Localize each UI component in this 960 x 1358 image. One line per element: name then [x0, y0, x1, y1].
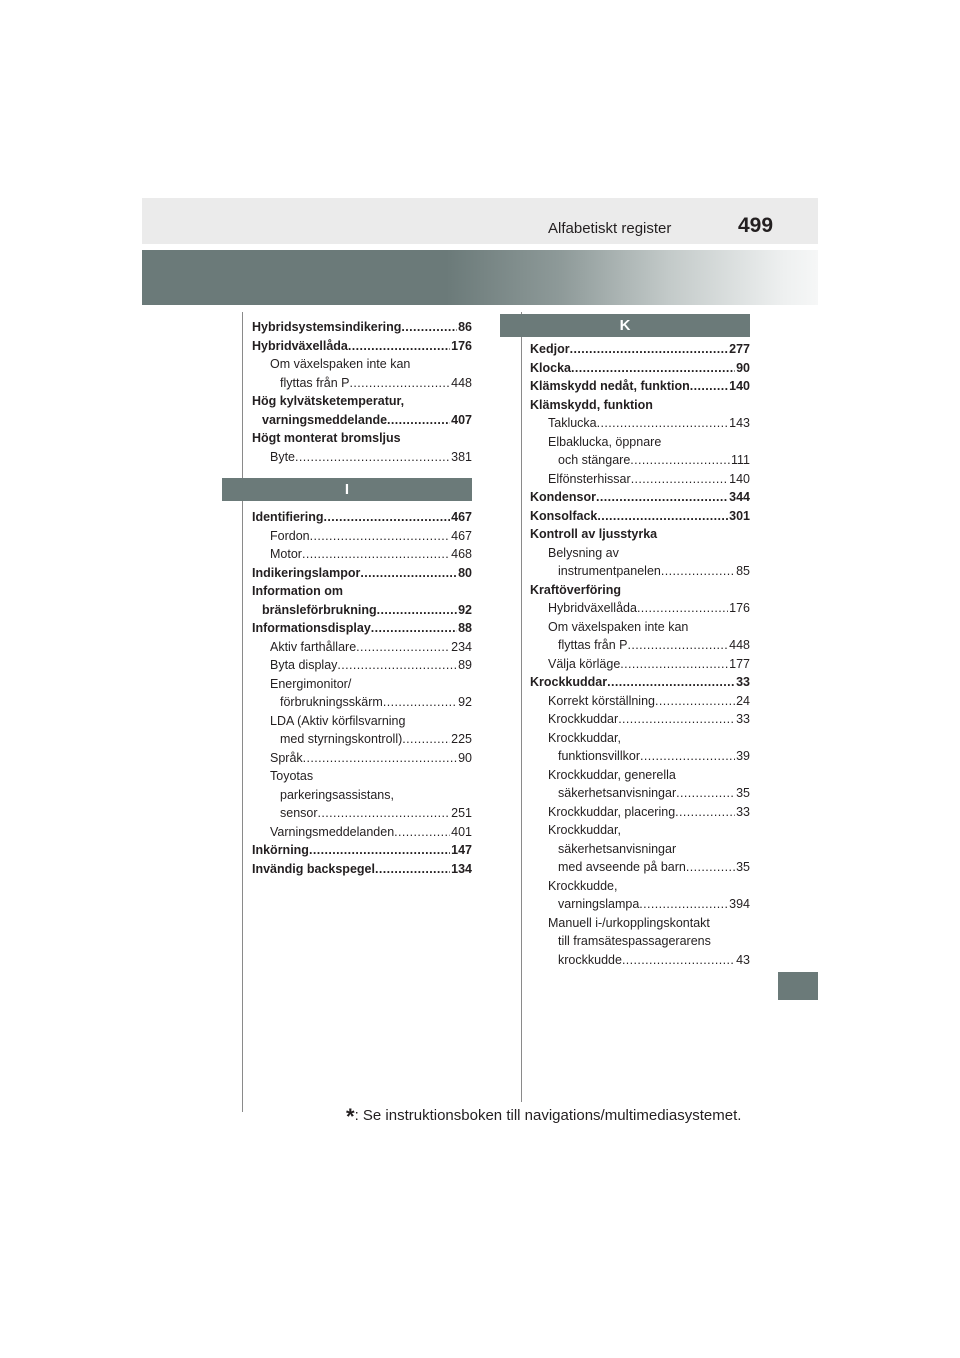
- index-subentry: Krockkuddar ..... 33: [530, 710, 750, 729]
- index-subentry: Krockkuddar, placering ..... 33: [530, 803, 750, 822]
- header-band: [142, 198, 818, 244]
- index-subentry: Krockkuddar,: [548, 823, 621, 837]
- index-subentry: säkerhetsanvisningar ..... 35: [530, 784, 750, 803]
- index-subentry: varningslampa ..... 394: [530, 895, 750, 914]
- index-entry: Klocka ..... 90: [530, 359, 750, 378]
- page-number: 499: [738, 214, 774, 237]
- index-subentry: LDA (Aktiv körfilsvarning: [270, 713, 406, 728]
- section-header-i: I: [222, 478, 472, 501]
- right-index-column: [530, 318, 750, 969]
- index-entry: Kedjor ..... 277: [530, 340, 750, 359]
- header-gradient-band: [142, 250, 818, 305]
- index-subentry: instrumentpanelen ..... 85: [530, 562, 750, 581]
- section-header-k: K: [500, 314, 750, 337]
- index-subentry: Korrekt körställning ..... 24: [530, 692, 750, 711]
- index-subentry: Motor ..... 468: [252, 545, 472, 564]
- index-entry: varningsmeddelande ..... 407: [252, 411, 472, 430]
- right-column-rule: [521, 312, 522, 1102]
- index-subentry: Elbaklucka, öppnare: [548, 434, 662, 449]
- footnote-text: : Se instruktionsboken till navigations/multimediasystemet.: [354, 1107, 742, 1124]
- header-title: Alfabetiskt register: [548, 220, 672, 237]
- index-entry: Information om: [252, 584, 343, 598]
- index-subentry: förbrukningsskärm ..... 92: [252, 693, 472, 712]
- index-subentry: Om växelspaken inte kan: [270, 357, 411, 371]
- index-subentry: Energimonitor/: [270, 676, 352, 691]
- index-subentry: Taklucka ..... 143: [530, 414, 750, 433]
- index-subentry: Manuell i-/urkopplingskontakt: [548, 915, 710, 930]
- index-subentry: Krockkuddar, generella: [548, 767, 676, 782]
- index-subentry: parkeringsassistans,: [280, 787, 394, 802]
- footnote-asterisk: *: [346, 1104, 355, 1129]
- index-entry: Identifiering ..... 467: [252, 508, 472, 527]
- left-index-column: [252, 318, 472, 878]
- index-subentry: sensor ..... 251: [252, 804, 472, 823]
- index-subentry: Varningsmeddelanden ..... 401: [252, 823, 472, 842]
- index-entry: Krockkuddar ..... 33: [530, 673, 750, 692]
- index-subentry: flyttas från P ..... 448: [530, 636, 750, 655]
- index-entry: Kraftöverföring: [530, 582, 621, 597]
- left-column-rule: [242, 312, 243, 1112]
- index-subentry: krockkudde ..... 43: [530, 951, 750, 970]
- index-entry: Inkörning ..... 147: [252, 841, 472, 860]
- index-entry: Kontroll av ljusstyrka: [530, 527, 658, 541]
- index-entry: Konsolfack ..... 301: [530, 507, 750, 526]
- index-subentry: säkerhetsanvisningar: [558, 841, 677, 856]
- index-entry: bränsleförbrukning ..... 92: [252, 601, 472, 620]
- index-subentry: Välja körläge ..... 177: [530, 655, 750, 674]
- index-entry: Hög kylvätsketemperatur,: [252, 394, 405, 408]
- index-subentry: Byta display ..... 89: [252, 656, 472, 675]
- index-subentry: Krockkuddar,: [548, 730, 621, 745]
- index-subentry: med avseende på barn ..... 35: [530, 858, 750, 877]
- index-subentry: Hybridväxellåda ..... 176: [530, 599, 750, 618]
- index-subentry: och stängare ..... 111: [530, 451, 750, 470]
- index-subentry: funktionsvillkor ..... 39: [530, 747, 750, 766]
- index-entry: Informationsdisplay ..... 88: [252, 619, 472, 638]
- index-subentry: Fordon ..... 467: [252, 527, 472, 546]
- index-subentry: till framsätespassagerarens: [558, 934, 711, 948]
- footnote: [346, 1100, 742, 1129]
- index-entry: Hybridväxellåda ..... 176: [252, 337, 472, 356]
- index-entry: Klämskydd nedåt, funktion ..... 140: [530, 377, 750, 396]
- index-entry: Hybridsystemsindikering ..... 86: [252, 318, 472, 337]
- index-entry: Kondensor ..... 344: [530, 488, 750, 507]
- index-subentry: Elfönsterhissar ..... 140: [530, 470, 750, 489]
- index-subentry: med styrningskontroll) ..... 225: [252, 730, 472, 749]
- index-subentry: Aktiv farthållare ..... 234: [252, 638, 472, 657]
- index-entry: Högt monterat bromsljus: [252, 431, 401, 445]
- index-subentry: Belysning av: [548, 545, 619, 560]
- index-subentry: Toyotas: [270, 769, 314, 783]
- thumb-index-tab: [778, 972, 818, 1000]
- index-subentry: Om växelspaken inte kan: [548, 619, 689, 634]
- index-subentry: Språk ..... 90: [252, 749, 472, 768]
- index-entry: Klämskydd, funktion: [530, 397, 653, 412]
- index-entry: Invändig backspegel ..... 134: [252, 860, 472, 879]
- index-entry: Indikeringslampor ..... 80: [252, 564, 472, 583]
- index-subentry: Krockkudde,: [548, 878, 618, 893]
- index-subentry: flyttas från P ..... 448: [252, 374, 472, 393]
- index-subentry: Byte ..... 381: [252, 448, 472, 467]
